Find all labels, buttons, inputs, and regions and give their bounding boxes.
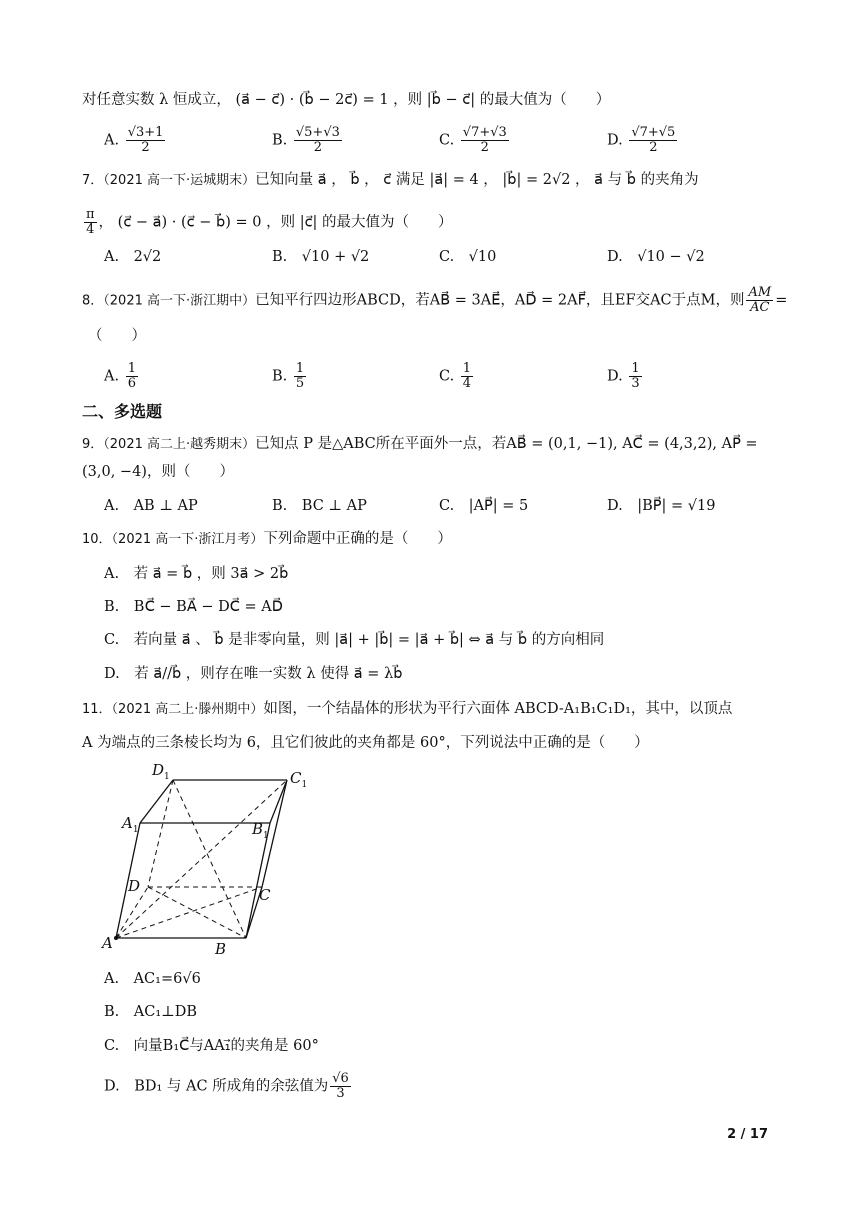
- label-a1: $A_1$: [122, 814, 139, 835]
- fraction: $\frac{√5+√3}{2}$: [295, 125, 340, 155]
- label-d: D: [128, 877, 141, 895]
- fraction-pi-over-4: $\frac{\pi}{4}$: [86, 207, 95, 237]
- label-b1: $B_1$: [252, 820, 269, 841]
- q8-option-a[interactable]: A. $\frac{1}{6}$: [104, 361, 136, 391]
- q10-option-d[interactable]: D. 若 a⃗//b⃗ ，则存在唯一实数 λ 使得 a⃗ = λb⃗: [104, 666, 403, 682]
- q7-stem-line1: 7．（2021 高一下·运城期末）已知向量 a⃗ ， b⃗ ， c⃗ 满足 |a⃗| = 4 ， |b⃗| = 2√2 ， a⃗ 与 b⃗ 的夹角为: [82, 172, 699, 188]
- q9-source: 9．（2021 高二上·越秀期末）: [82, 437, 256, 452]
- q7-option-d[interactable]: D. √10 − √2: [607, 249, 705, 265]
- q9-option-b[interactable]: B. BC ⊥ AP: [272, 498, 367, 514]
- q7-source: 7．（2021 高一下·运城期末）: [82, 173, 256, 188]
- q11-stem-line1: 11．（2021 高二上·滕州期中）如图，一个结晶体的形状为平行六面体 ABCD-A₁B₁C₁D₁，其中，以顶点: [82, 701, 733, 717]
- solid-edges: [116, 780, 287, 938]
- q11-option-a[interactable]: A. AC₁=6√6: [104, 971, 201, 987]
- q7-option-a[interactable]: A. 2√2: [104, 249, 162, 265]
- q11-option-d[interactable]: D. BD₁ 与 AC 所成角的余弦值为 $\frac{√6}{3}$: [104, 1071, 349, 1101]
- q10-source: 10．（2021 高一下·浙江月考）: [82, 532, 264, 547]
- q9-option-d[interactable]: D. |BP⃗| = √19: [607, 498, 716, 514]
- parallelepiped-figure: [100, 758, 330, 958]
- q7-stem-line2: $\frac{\pi}{4}$ ， (c⃗ − a⃗) · (c⃗ − b⃗) = 0 ，则 |c⃗| 的最大值为（ ）: [86, 207, 453, 237]
- q11-option-b[interactable]: B. AC₁⊥DB: [104, 1004, 198, 1020]
- q6-option-c[interactable]: C. $\frac{√7+√3}{2}$: [439, 125, 507, 155]
- q9-stem-line1: 9．（2021 高二上·越秀期末）已知点 P 是△ABC所在平面外一点，若AB⃗ = (0,1, −1), AC⃗ = (4,3,2), AP⃗ =: [82, 436, 758, 452]
- q9-option-c[interactable]: C. |AP⃗| = 5: [439, 498, 529, 514]
- fraction: $\frac{√7+√5}{2}$: [631, 125, 676, 155]
- q8-stem-line2: （ ）: [88, 328, 146, 344]
- q8-option-d[interactable]: D. $\frac{1}{3}$: [607, 361, 640, 391]
- q11-option-c[interactable]: C. 向量B₁C⃗与AA₁⃗的夹角是 60°: [104, 1038, 319, 1054]
- q10-option-c[interactable]: C. 若向量 a⃗ 、 b⃗ 是非零向量，则 |a⃗| + |b⃗| = |a⃗ + b⃗| ⇔ a⃗ 与 b⃗ 的方向相同: [104, 632, 605, 648]
- section-title-multiple-choice: 二、多选题: [82, 402, 163, 421]
- q8-stem-line1: 8．（2021 高一下·浙江期中）已知平行四边形ABCD，若AB⃗ = 3AE⃗，AD⃗ = 2AF⃗，且EF交AC于点M，则 $\frac{AM}{AC}$ =: [82, 285, 788, 315]
- q6-option-a[interactable]: A. $\frac{√3+1}{2}$: [104, 125, 164, 155]
- q8-option-b[interactable]: B. $\frac{1}{5}$: [272, 361, 305, 391]
- vertex-a: [114, 936, 118, 940]
- q8-source: 8．（2021 高一下·浙江期中）: [82, 293, 256, 309]
- q9-option-a[interactable]: A. AB ⊥ AP: [104, 498, 198, 514]
- label-c1: $C_1$: [290, 769, 308, 790]
- q6-option-d[interactable]: D. $\frac{√7+√5}{2}$: [607, 125, 676, 155]
- q9-stem-line2: (3,0, −4)，则（ ）: [82, 464, 234, 480]
- fraction: $\frac{1}{4}$: [462, 361, 472, 391]
- fraction: $\frac{√3+1}{2}$: [127, 125, 164, 155]
- q8-option-c[interactable]: C. $\frac{1}{4}$: [439, 361, 472, 391]
- q6-stem-tail: 对任意实数 λ 恒成立， (a⃗ − c⃗) · (b⃗ − 2c⃗) = 1 ，则 |b⃗ − c⃗| 的最大值为（ ）: [82, 92, 611, 108]
- q7-option-c[interactable]: C. √10: [439, 249, 497, 265]
- q10-option-b[interactable]: B. BC⃗ − BA⃗ − DC⃗ = AD⃗: [104, 599, 283, 615]
- fraction: $\frac{√7+√3}{2}$: [462, 125, 507, 155]
- q10-stem: 10．（2021 高一下·浙江月考）下列命题中正确的是（ ）: [82, 531, 452, 547]
- q6-option-b[interactable]: B. $\frac{√5+√3}{2}$: [272, 125, 340, 155]
- q11-source: 11．（2021 高二上·滕州期中）: [82, 702, 264, 717]
- label-d1: $D_1$: [152, 761, 170, 782]
- fraction: $\frac{1}{5}$: [295, 361, 305, 391]
- fraction: $\frac{1}{6}$: [127, 361, 136, 391]
- label-c: C: [259, 886, 271, 904]
- fraction: $\frac{1}{3}$: [631, 361, 640, 391]
- q7-option-b[interactable]: B. √10 + √2: [272, 249, 370, 265]
- q10-option-a[interactable]: A. 若 a⃗ = b⃗ ，则 3a⃗ > 2b⃗: [104, 566, 289, 582]
- fraction-am-over-ac: $\frac{AM}{AC}$: [748, 285, 772, 315]
- fraction-root6-over-3: $\frac{√6}{3}$: [332, 1071, 349, 1101]
- label-a: A: [102, 934, 113, 952]
- label-b: B: [215, 940, 227, 958]
- q11-stem-line2: A 为端点的三条棱长均为 6，且它们彼此的夹角都是 60°，下列说法中正确的是（ ）: [82, 735, 649, 751]
- page-number: 2 / 17: [727, 1127, 768, 1142]
- dashed-edges: [116, 780, 287, 938]
